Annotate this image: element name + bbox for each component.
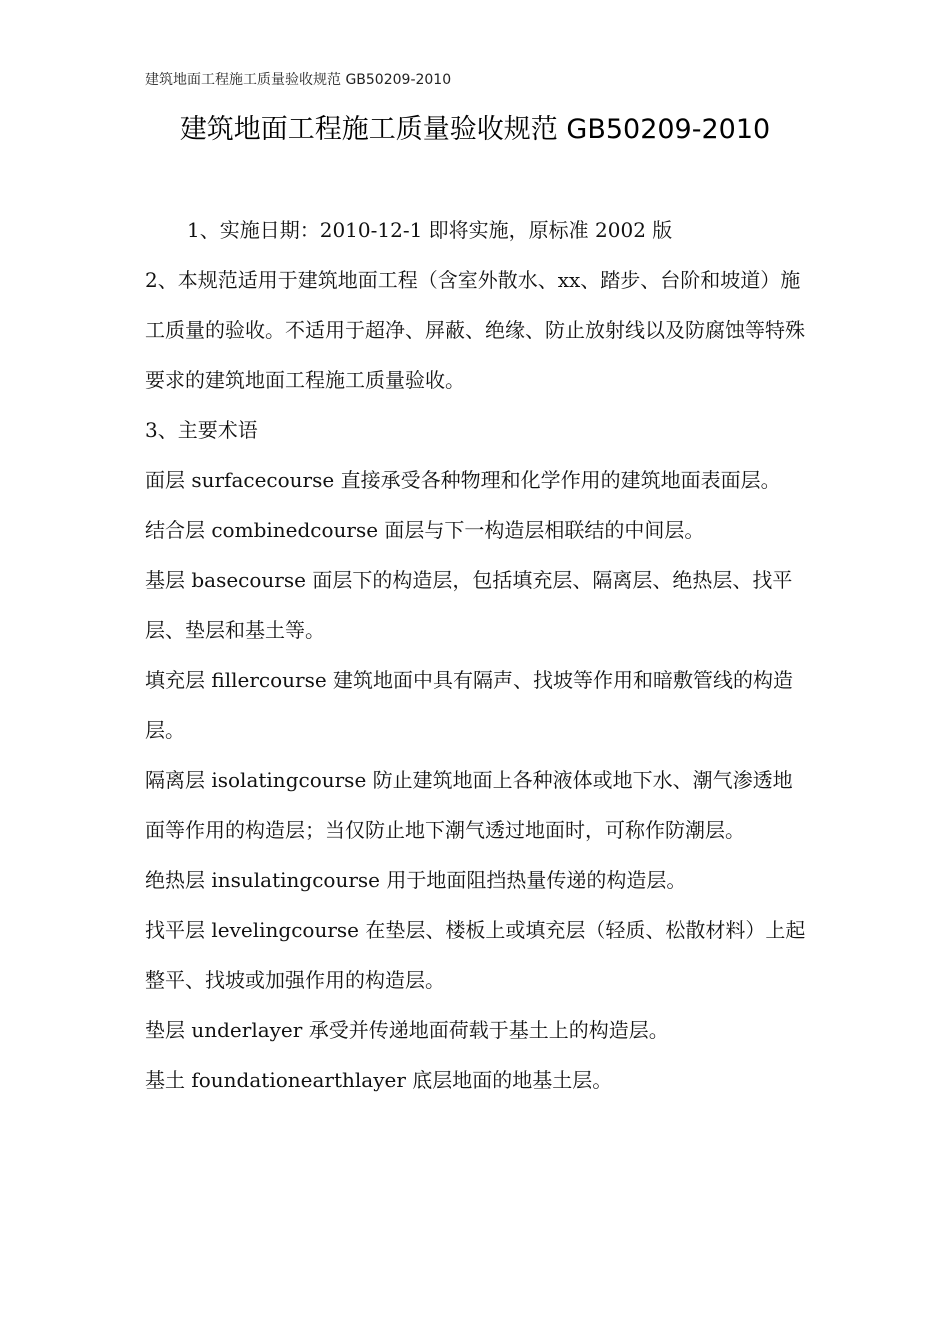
term-insulating-course: 绝热层 insulatingcourse 用于地面阻挡热量传递的构造层。 bbox=[145, 868, 687, 892]
term-foundation-earth-layer: 基土 foundationearthlayer 底层地面的地基土层。 bbox=[145, 1068, 613, 1092]
term-surface-course: 面层 surfacecourse 直接承受各种物理和化学作用的建筑地面表面层。 bbox=[145, 468, 781, 492]
running-header: 建筑地面工程施工质量验收规范 GB50209-2010 bbox=[145, 72, 452, 88]
document-title: 建筑地面工程施工质量验收规范 GB50209-2010 bbox=[179, 114, 771, 145]
term-base-course: 基层 basecourse 面层下的构造层，包括填充层、隔离层、绝热层、找平层、垫层和基土等。 bbox=[145, 568, 793, 642]
term-leveling-course: 找平层 levelingcourse 在垫层、楼板上或填充层（轻质、松散材料）上起整平、找坡或加强作用的构造层。 bbox=[145, 918, 806, 992]
document-body bbox=[145, 205, 810, 1105]
paragraph-terms-heading: 3、主要术语 bbox=[145, 418, 258, 442]
term-isolating-course: 隔离层 isolatingcourse 防止建筑地面上各种液体或地下水、潮气渗透地面等作用的构造层；当仅防止地下潮气透过地面时，可称作防潮层。 bbox=[145, 768, 793, 842]
term-underlayer: 垫层 underlayer 承受并传递地面荷载于基土上的构造层。 bbox=[145, 1018, 669, 1042]
term-filler-course: 填充层 fillercourse 建筑地面中具有隔声、找坡等作用和暗敷管线的构造层。 bbox=[145, 668, 794, 742]
term-combined-course: 结合层 combinedcourse 面层与下一构造层相联结的中间层。 bbox=[145, 518, 705, 542]
paragraph-implementation-date: 1、实施日期：2010-12-1 即将实施，原标准 2002 版 bbox=[187, 218, 673, 242]
paragraph-scope: 2、本规范适用于建筑地面工程（含室外散水、xx、踏步、台阶和坡道）施工质量的验收。不适用于超净、屏蔽、绝缘、防止放射线以及防腐蚀等特殊要求的建筑地面工程施工质量验收。 bbox=[145, 268, 805, 392]
